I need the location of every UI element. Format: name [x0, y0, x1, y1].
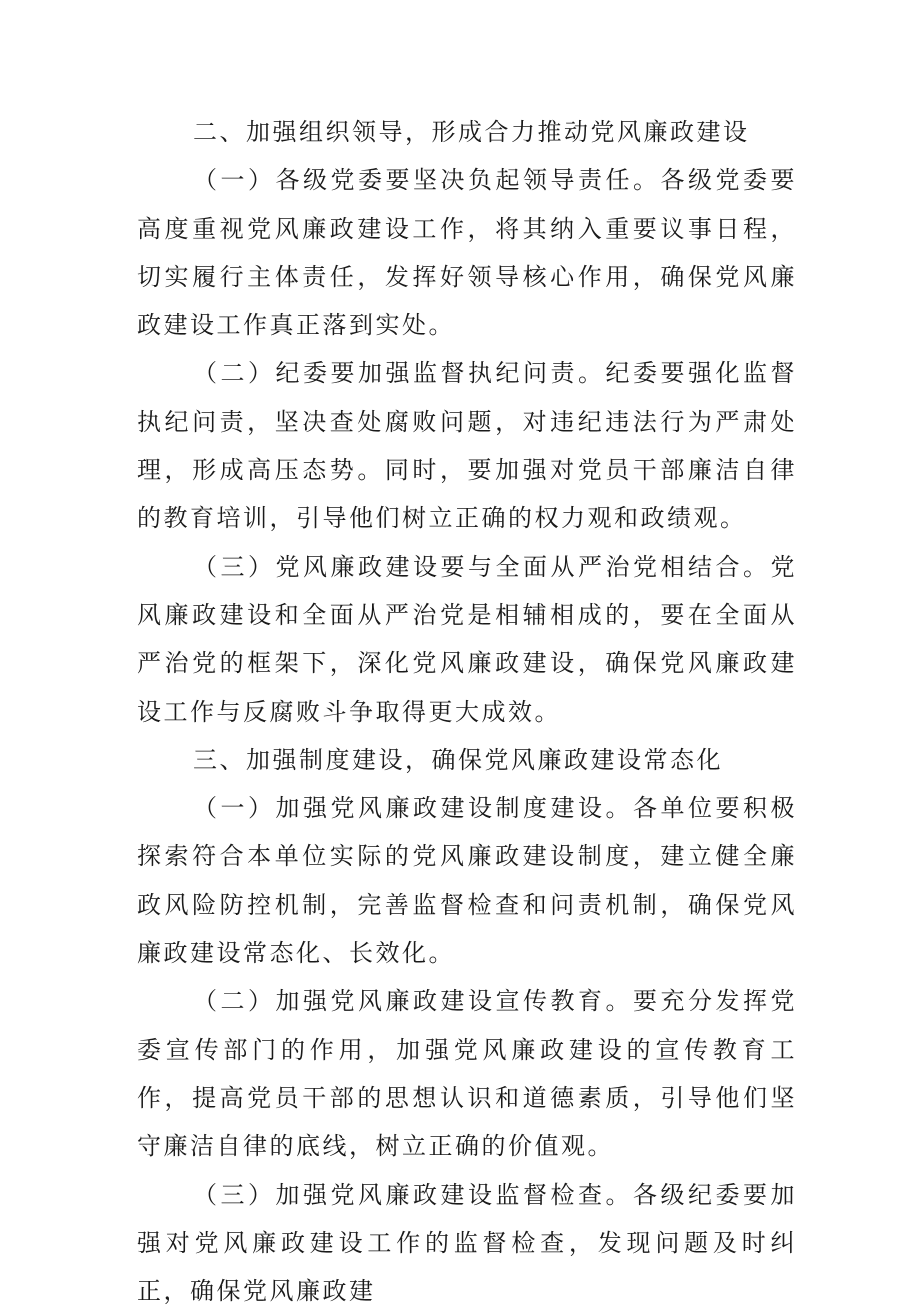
section-heading-2: 二、加强组织领导，形成合力推动党风廉政建设: [193, 118, 750, 146]
paragraph-2-3: （三）党风廉政建设要与全面从严治党相结合。党风廉政建设和全面从严治党是相辅相成的，要在全面从严治党的框架下，深化党风廉政建设，确保党风廉政建设工作与反腐败斗争取得更大成效。: [137, 552, 797, 726]
paragraph-2-1: （一）各级党委要坚决负起领导责任。各级党委要高度重视党风廉政建设工作，将其纳入重要议事日程，切实履行主体责任，发挥好领导核心作用，确保党风廉政建设工作真正落到实处。: [137, 166, 797, 340]
section-heading-3: 三、加强制度建设，确保党风廉政建设常态化: [193, 745, 723, 774]
paragraph-3-1: （一）加强党风廉政建设制度建设。各单位要积极探索符合本单位实际的党风廉政建设制度，建立健全廉政风险防控机制，完善监督检查和问责机制，确保党风廉政建设常态化、长效化。: [137, 794, 797, 968]
paragraph-3-2: （二）加强党风廉政建设宣传教育。要充分发挥党委宣传部门的作用，加强党风廉政建设的宣传教育工作，提高党员干部的思想认识和道德素质，引导他们坚守廉洁自律的底线，树立正确的价值观。: [137, 987, 797, 1161]
paragraph-2-2: （二）纪委要加强监督执纪问责。纪委要强化监督执纪问责，坚决查处腐败问题，对违纪违法行为严肃处理，形成高压态势。同时，要加强对党员干部廉洁自律的教育培训，引导他们树立正确的权力观和政绩观。: [137, 359, 797, 533]
document-body: [137, 108, 797, 1315]
paragraph-3-3: （三）加强党风廉政建设监督检查。各级纪委要加强对党风廉政建设工作的监督检查，发现问题及时纠正，确保党风廉政建: [137, 1180, 797, 1306]
